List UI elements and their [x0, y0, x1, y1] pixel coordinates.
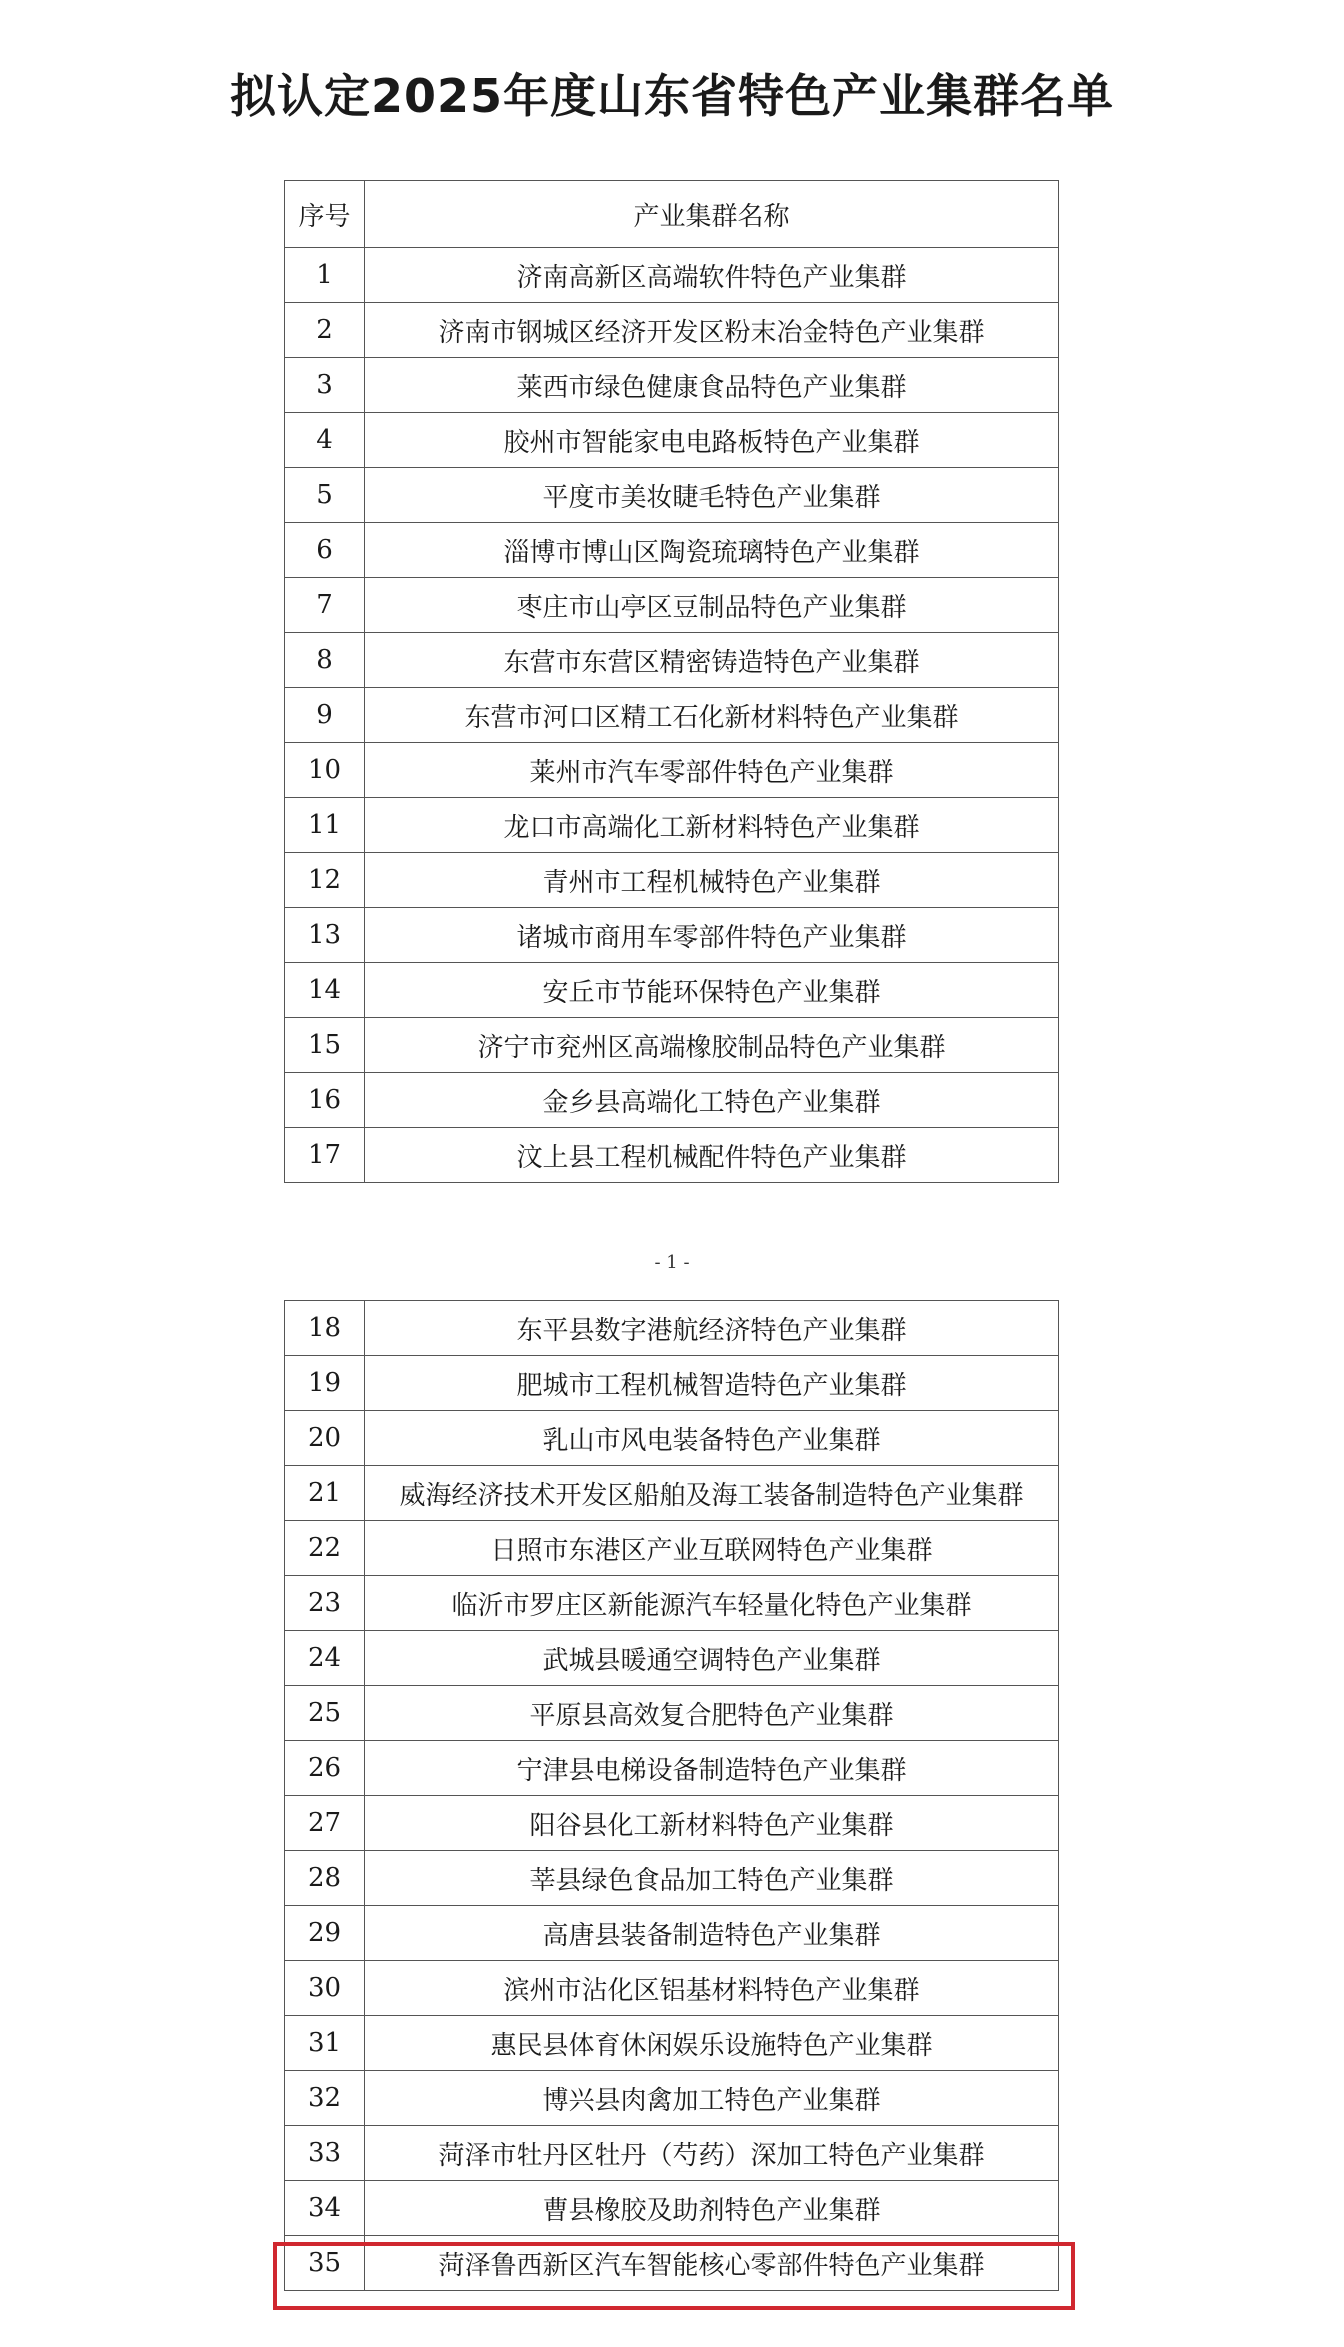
table-row	[285, 248, 1059, 303]
cluster-name-cell: 日照市东港区产业互联网特色产业集群	[365, 1521, 1059, 1576]
serial-number-cell: 25	[285, 1686, 365, 1741]
cluster-name-cell: 阳谷县化工新材料特色产业集群	[365, 1796, 1059, 1851]
cluster-name-cell: 曹县橡胶及助剂特色产业集群	[365, 2181, 1059, 2236]
table-row	[285, 1961, 1059, 2016]
serial-number-cell: 13	[285, 908, 365, 963]
table-row	[285, 1073, 1059, 1128]
table-row	[285, 1301, 1059, 1356]
cluster-name-cell: 乳山市风电装备特色产业集群	[365, 1411, 1059, 1466]
table-row	[285, 1851, 1059, 1906]
table-row	[285, 1631, 1059, 1686]
table-row	[285, 1128, 1059, 1183]
cluster-name-cell: 高唐县装备制造特色产业集群	[365, 1906, 1059, 1961]
page-number: - 1 -	[654, 1252, 690, 1273]
table-row	[285, 963, 1059, 1018]
cluster-name-cell: 胶州市智能家电电路板特色产业集群	[365, 413, 1059, 468]
table-row	[285, 2071, 1059, 2126]
serial-number-cell: 32	[285, 2071, 365, 2126]
table-header-row	[285, 181, 1059, 248]
table-row	[285, 413, 1059, 468]
table-row	[285, 2181, 1059, 2236]
cluster-name-cell: 东平县数字港航经济特色产业集群	[365, 1301, 1059, 1356]
table-row	[285, 633, 1059, 688]
serial-number-cell: 16	[285, 1073, 365, 1128]
cluster-table-page1	[284, 180, 1059, 1183]
serial-number-cell: 5	[285, 468, 365, 523]
table-row	[285, 908, 1059, 963]
table-row	[285, 1906, 1059, 1961]
table-row	[285, 853, 1059, 908]
serial-number-cell: 3	[285, 358, 365, 413]
serial-number-cell: 23	[285, 1576, 365, 1631]
cluster-table-page2	[284, 1300, 1059, 2291]
table-row	[285, 743, 1059, 798]
table-row	[285, 578, 1059, 633]
serial-number-cell: 35	[285, 2236, 365, 2291]
table-row	[285, 1576, 1059, 1631]
cluster-name-cell: 东营市东营区精密铸造特色产业集群	[365, 633, 1059, 688]
cluster-name-cell: 菏泽市牡丹区牡丹（芍药）深加工特色产业集群	[365, 2126, 1059, 2181]
table-row	[285, 798, 1059, 853]
serial-number-cell: 7	[285, 578, 365, 633]
table-row	[285, 1356, 1059, 1411]
table-row	[285, 1411, 1059, 1466]
cluster-name-cell: 安丘市节能环保特色产业集群	[365, 963, 1059, 1018]
serial-number-cell: 17	[285, 1128, 365, 1183]
serial-number-cell: 6	[285, 523, 365, 578]
cluster-name-cell: 平度市美妆睫毛特色产业集群	[365, 468, 1059, 523]
serial-number-cell: 15	[285, 1018, 365, 1073]
table-row	[285, 468, 1059, 523]
serial-number-cell: 24	[285, 1631, 365, 1686]
table-row	[285, 1741, 1059, 1796]
table-row	[285, 2016, 1059, 2071]
cluster-name-cell: 博兴县肉禽加工特色产业集群	[365, 2071, 1059, 2126]
serial-number-cell: 22	[285, 1521, 365, 1576]
cluster-name-cell: 莱州市汽车零部件特色产业集群	[365, 743, 1059, 798]
cluster-name-cell: 肥城市工程机械智造特色产业集群	[365, 1356, 1059, 1411]
cluster-name-cell: 济南市钢城区经济开发区粉末冶金特色产业集群	[365, 303, 1059, 358]
cluster-name-cell: 威海经济技术开发区船舶及海工装备制造特色产业集群	[365, 1466, 1059, 1521]
cluster-name-cell: 惠民县体育休闲娱乐设施特色产业集群	[365, 2016, 1059, 2071]
table-row	[285, 1466, 1059, 1521]
serial-number-cell: 31	[285, 2016, 365, 2071]
serial-number-cell: 1	[285, 248, 365, 303]
cluster-name-cell: 诸城市商用车零部件特色产业集群	[365, 908, 1059, 963]
serial-number-cell: 19	[285, 1356, 365, 1411]
cluster-name-cell: 武城县暖通空调特色产业集群	[365, 1631, 1059, 1686]
cluster-name-cell: 济宁市兖州区高端橡胶制品特色产业集群	[365, 1018, 1059, 1073]
cluster-name-cell: 平原县高效复合肥特色产业集群	[365, 1686, 1059, 1741]
document-title: 拟认定2025年度山东省特色产业集群名单	[229, 69, 1115, 123]
serial-number-cell: 11	[285, 798, 365, 853]
table-row	[285, 523, 1059, 578]
serial-number-cell: 26	[285, 1741, 365, 1796]
cluster-name-cell: 青州市工程机械特色产业集群	[365, 853, 1059, 908]
serial-number-cell: 14	[285, 963, 365, 1018]
serial-number-cell: 30	[285, 1961, 365, 2016]
serial-number-cell: 2	[285, 303, 365, 358]
cluster-name-cell: 滨州市沾化区铝基材料特色产业集群	[365, 1961, 1059, 2016]
table-row	[285, 1018, 1059, 1073]
serial-number-cell: 34	[285, 2181, 365, 2236]
cluster-name-cell: 菏泽鲁西新区汽车智能核心零部件特色产业集群	[365, 2236, 1059, 2291]
table-row	[285, 303, 1059, 358]
cluster-name-cell: 龙口市高端化工新材料特色产业集群	[365, 798, 1059, 853]
serial-number-cell: 29	[285, 1906, 365, 1961]
cluster-name-cell: 金乡县高端化工特色产业集群	[365, 1073, 1059, 1128]
header-cluster-name: 产业集群名称	[365, 181, 1059, 248]
cluster-name-cell: 济南高新区高端软件特色产业集群	[365, 248, 1059, 303]
cluster-name-cell: 临沂市罗庄区新能源汽车轻量化特色产业集群	[365, 1576, 1059, 1631]
cluster-name-cell: 汶上县工程机械配件特色产业集群	[365, 1128, 1059, 1183]
table-row	[285, 2126, 1059, 2181]
serial-number-cell: 4	[285, 413, 365, 468]
cluster-name-cell: 莱西市绿色健康食品特色产业集群	[365, 358, 1059, 413]
table-row	[285, 358, 1059, 413]
cluster-name-cell: 枣庄市山亭区豆制品特色产业集群	[365, 578, 1059, 633]
serial-number-cell: 33	[285, 2126, 365, 2181]
table-row	[285, 1796, 1059, 1851]
cluster-name-cell: 淄博市博山区陶瓷琉璃特色产业集群	[365, 523, 1059, 578]
serial-number-cell: 9	[285, 688, 365, 743]
serial-number-cell: 28	[285, 1851, 365, 1906]
cluster-name-cell: 东营市河口区精工石化新材料特色产业集群	[365, 688, 1059, 743]
table-row	[285, 1521, 1059, 1576]
serial-number-cell: 8	[285, 633, 365, 688]
table-row	[285, 688, 1059, 743]
serial-number-cell: 20	[285, 1411, 365, 1466]
serial-number-cell: 12	[285, 853, 365, 908]
serial-number-cell: 18	[285, 1301, 365, 1356]
cluster-name-cell: 宁津县电梯设备制造特色产业集群	[365, 1741, 1059, 1796]
header-serial: 序号	[285, 181, 365, 248]
highlight-box	[273, 2242, 1075, 2310]
serial-number-cell: 21	[285, 1466, 365, 1521]
serial-number-cell: 27	[285, 1796, 365, 1851]
serial-number-cell: 10	[285, 743, 365, 798]
cluster-name-cell: 莘县绿色食品加工特色产业集群	[365, 1851, 1059, 1906]
table-row	[285, 1686, 1059, 1741]
